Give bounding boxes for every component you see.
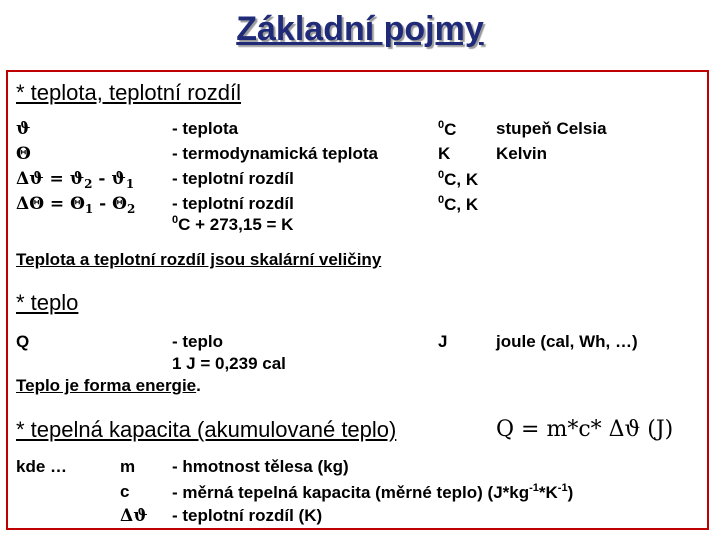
formula-part: ΔΘ = Θ <box>16 194 85 214</box>
description-teplotni-rozdil: - teplotní rozdíl (K) <box>172 506 323 525</box>
unit-kelvin: K <box>438 144 451 163</box>
symbol-q: Q <box>16 332 30 351</box>
symbol-theta-upper: Θ <box>16 144 31 164</box>
conversion-joule-cal: 1 J = 0,239 cal <box>172 354 286 373</box>
superscript: -1 <box>529 482 539 494</box>
superscript: 0 <box>438 169 445 181</box>
conversion-formula <box>172 214 293 235</box>
note-text: Teplo je forma energie <box>16 376 197 395</box>
subscript: 1 <box>84 202 94 216</box>
subscript: 2 <box>126 202 136 216</box>
unit-text: C, K <box>444 170 479 189</box>
unit-joule: J <box>438 332 448 351</box>
description-teplota: - teplota <box>172 119 239 138</box>
formula-delta-theta-lower <box>16 169 134 191</box>
subscript: 1 <box>125 177 135 191</box>
symbol-c: c <box>120 482 130 501</box>
symbol-theta-lower: ϑ <box>16 119 31 139</box>
description-teplo: - teplo <box>172 332 223 351</box>
desc-part: - měrná tepelná kapacita (měrné teplo) (J*kg <box>172 483 530 502</box>
description-rozdil-2: - teplotní rozdíl <box>172 194 294 213</box>
unit-name-celsius: stupeň Celsia <box>496 119 607 138</box>
formula-delta-theta-upper <box>16 194 135 216</box>
page-title: Základní pojmy <box>236 10 484 48</box>
superscript: -1 <box>557 482 568 494</box>
conversion-text: C + 273,15 = K <box>178 215 294 234</box>
note-skalarni: Teplota a teplotní rozdíl jsou skalární veličiny <box>16 250 382 269</box>
symbol-m: m <box>120 457 136 476</box>
label-kde: kde … <box>16 457 68 476</box>
formula-part: - Θ <box>93 194 127 214</box>
desc-part: ) <box>567 483 574 502</box>
formula-kapacita: Q = m*c* Δϑ (J) <box>496 417 674 442</box>
note-end: . <box>196 376 201 395</box>
unit-text: C <box>444 120 457 139</box>
heading-teplo: * teplo <box>16 290 79 315</box>
heading-teplota: * teplota, teplotní rozdíl <box>16 80 242 105</box>
subscript: 2 <box>84 177 93 191</box>
unit-text: C, K <box>444 195 479 214</box>
description-merna-kapacita <box>172 482 573 503</box>
unit-celsius-kelvin-2 <box>438 194 478 215</box>
heading-kapacita: * tepelná kapacita (akumulované teplo) <box>16 417 397 442</box>
note-energie <box>16 376 201 396</box>
superscript: 0 <box>438 119 445 131</box>
description-rozdil-1: - teplotní rozdíl <box>172 169 294 188</box>
description-termodynamicka: - termodynamická teplota <box>172 144 378 163</box>
formula-part: - ϑ <box>92 169 126 189</box>
formula-part: Δϑ = ϑ <box>16 169 85 189</box>
unit-celsius <box>438 119 456 140</box>
unit-celsius-kelvin-1 <box>438 169 478 190</box>
desc-part: *K <box>538 483 558 502</box>
unit-name-kelvin: Kelvin <box>496 144 548 163</box>
superscript: 0 <box>172 214 179 226</box>
content-frame <box>6 70 709 530</box>
symbol-delta-theta: Δϑ <box>120 506 148 526</box>
description-hmotnost: - hmotnost tělesa (kg) <box>172 457 349 476</box>
unit-name-joule: joule (cal, Wh, …) <box>496 332 638 351</box>
superscript: 0 <box>438 194 445 206</box>
